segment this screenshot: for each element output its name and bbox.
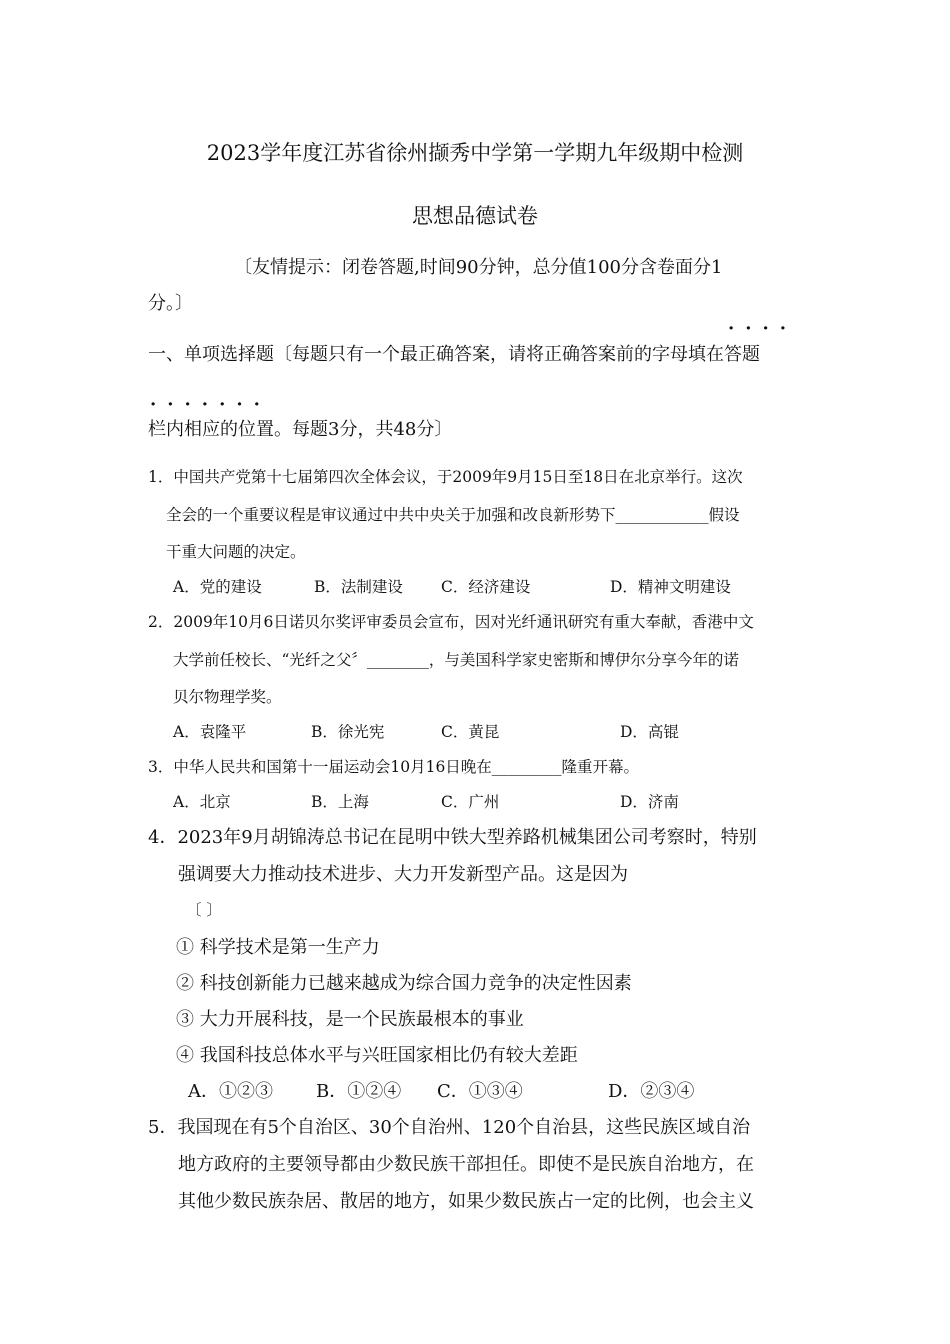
section-heading-cont: 栏内相应的位置。每题3分，共48分〕 [148,419,453,440]
emphasis-dots: ···· [728,318,798,339]
exam-title: 2023学年度江苏省徐州撷秀中学第一学期九年级期中检测 [206,141,744,165]
option-a[interactable]: A．袁隆平 [173,723,247,741]
question-2-text: 贝尔物理学奖。 [173,688,282,706]
option-a[interactable]: A．党的建设 [173,578,262,596]
notice-line-2: 分。〕 [148,293,193,314]
question-1-text: 干重大问题的决定。 [166,543,306,561]
statement-1: ① 科学技术是第一生产力 [176,937,380,958]
question-3-options [0,790,950,812]
notice-line-1: 〔友情提示：闭卷答题,时间90分钟，总分值100分含卷面分1 [234,257,723,278]
question-1-options [0,575,950,597]
option-b[interactable]: B．①②④ [316,1081,402,1102]
option-b[interactable]: B．上海 [311,793,369,811]
option-d[interactable]: D．精神文明建设 [610,578,731,596]
option-d[interactable]: D．②③④ [608,1081,695,1102]
option-d[interactable]: D．高锟 [620,723,679,741]
question-5-text: 其他少数民族杂居、散居的地方，如果少数民族占一定的比例，也会主义 [178,1191,754,1212]
option-a[interactable]: A．北京 [173,793,231,811]
question-3-text: 3．中华人民共和国第十一届运动会10月16日晚在_________隆重开幕。 [148,758,640,776]
question-5-text: 5．我国现在有5个自治区、30个自治州、120个自治县，这些民族区域自治 [148,1117,751,1138]
question-1-text: 全会的一个重要议程是审议通过中共中央关于加强和改良新形势下____________假设 [166,506,740,524]
question-4-text: 强调要大力推动技术进步、大力开发新型产品。这是因为 [178,864,628,885]
section-heading: 一、单项选择题〔每题只有一个最正确答案，请将正确答案前的字母填在答题 [148,344,760,365]
exam-subtitle: 思想品德试卷 [412,204,538,228]
statement-4: ④ 我国科技总体水平与兴旺国家相比仍有较大差距 [176,1045,578,1066]
statement-2: ② 科技创新能力已越来越成为综合国力竞争的决定性因素 [176,973,632,994]
option-c[interactable]: C．黄昆 [441,723,500,741]
question-4-options [0,1077,950,1101]
question-2-options [0,720,950,742]
option-b[interactable]: B．徐光宪 [311,723,385,741]
option-b[interactable]: B．法制建设 [314,578,403,596]
question-2-text: 2．2009年10月6日诺贝尔奖评审委员会宣布，因对光纤通讯研究有重大奉献，香港中文 [148,613,754,631]
emphasis-dots: ······· [150,394,271,415]
statement-3: ③ 大力开展科技，是一个民族最根本的事业 [176,1009,524,1030]
question-4-text: 4．2023年9月胡锦涛总书记在昆明中铁大型养路机械集团公司考察时，特别 [148,827,757,848]
question-2-text: 大学前任校长、“光纤之父〞________，与美国科学家史密斯和博伊尔分享今年的诺 [173,651,739,669]
answer-bracket[interactable]: 〔 〕 [186,901,222,919]
question-5-text: 地方政府的主要领导都由少数民族干部担任。即使不是民族自治地方，在 [178,1154,754,1175]
option-d[interactable]: D．济南 [620,793,679,811]
option-c[interactable]: C．广州 [441,793,500,811]
option-c[interactable]: C．经济建设 [441,578,531,596]
question-1-text: 1．中国共产党第十七届第四次全体会议，于2009年9月15日至18日在北京举行。这次 [148,468,743,486]
option-c[interactable]: C．①③④ [437,1081,523,1102]
option-a[interactable]: A．①②③ [188,1081,273,1102]
